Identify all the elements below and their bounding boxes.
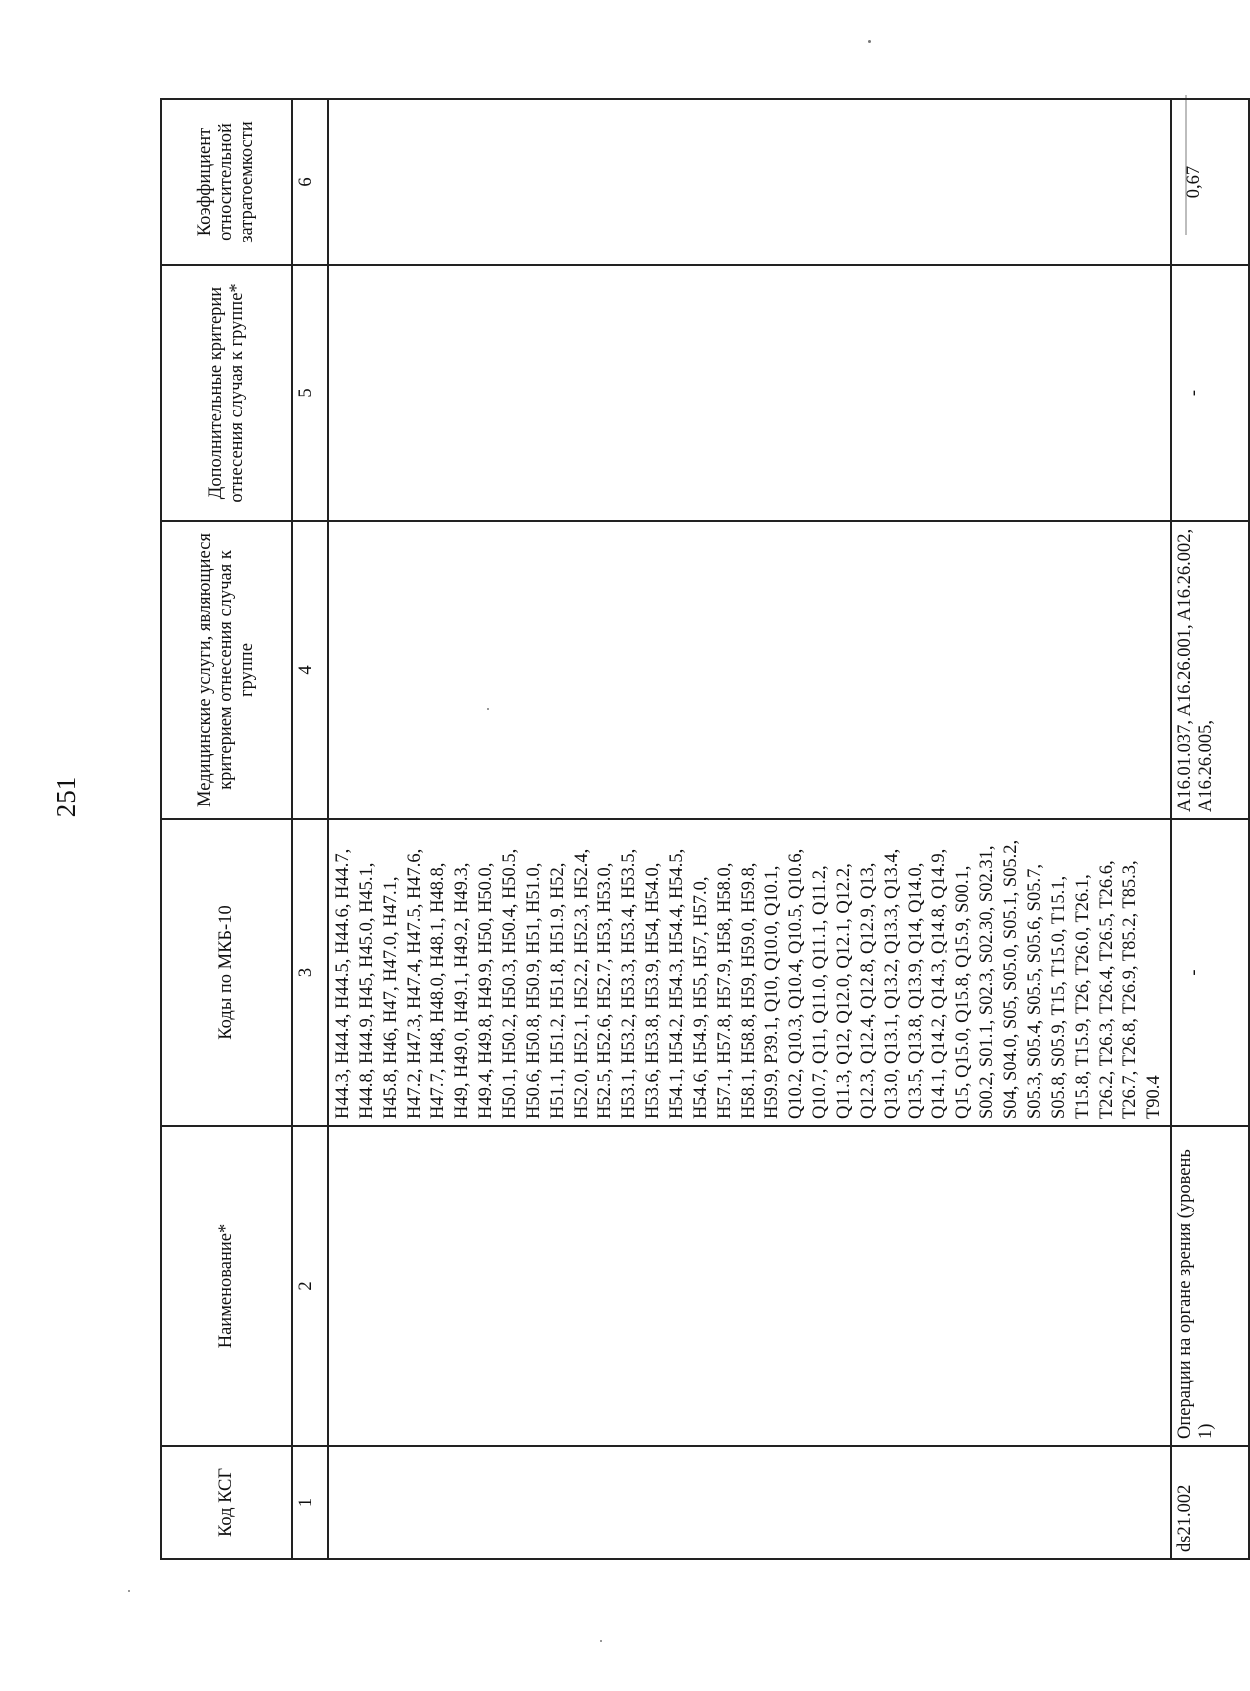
table-rotator <box>160 100 1217 1560</box>
header-services: Медицинские услуги, являющиеся критерием отнесения случая к группе <box>161 521 292 819</box>
column-number: 3 <box>292 819 328 1126</box>
cont-coefficient-cell <box>328 99 1171 265</box>
cont-mkb-codes-cell: H44.3, H44.4, H44.5, H44.6, H44.7, H44.8, H44.9, H45, H45.0, H45.1, H45.8, H46, H47, H47.0, H47.1, H47.2, H47.3, H47.4, H47.5, H47.6, H47.7, H48, H48.0, H48.1, H48.8, H49, H49.0, H49.1, H49.2, H49.3, H49.4, H49.8, H49.9, H50, H50.0, H50.1, H50.2, H50.3, H50.4, H50.5, H50.6, H50.8, H50.9, H51, H51.0, H51.1, H51.2, H51.8, H51.9, H52, H52.0, H52.1, H52.2, H52.3, H52.4, H52.5, H52.6, H52.7, H53, H53.0, H53.1, H53.2, H53.3, H53.4, H53.5, H53.6, H53.8, H53.9, H54, H54.0, H54.1, H54.2, H54.3, H54.4, H54.5, H54.6, H54.9, H55, H57, H57.0, H57.1, H57.8, H57.9, H58, H58.0, H58.1, H58.8, H59, H59.0, H59.8, H59.9, P39.1, Q10, Q10.0, Q10.1, Q10.2, Q10.3, Q10.4, Q10.5, Q10.6, Q10.7, Q11, Q11.0, Q11.1, Q11.2, Q11.3, Q12, Q12.0, Q12.1, Q12.2, Q12.3, Q12.4, Q12.8, Q12.9, Q13, Q13.0, Q13.1, Q13.2, Q13.3, Q13.4, Q13.5, Q13.8, Q13.9, Q14, Q14.0, Q14.1, Q14.2, Q14.3, Q14.8, Q14.9, Q15, Q15.0, Q15.8, Q15.9, S00.1, S00.2, S01.1, S02.3, S02.30, S02.31, S04, S04.0, S05, S05.0, S05.1, S05.2, S05.3, S05.4, S05.5, S05.6, S05.7, S05.8, S05.9, T15, T15.0, T15.1, T15.8, T15.9, T26, T26.0, T26.1, T26.2, T26.3, T26.4, T26.5, T26.6, T26.7, T26.8, T26.9, T85.2, T85.3, T90.4 <box>328 819 1171 1126</box>
table-row <box>1171 99 1249 1559</box>
services-cell: A16.01.037, A16.26.001, A16.26.002, A16.26.005, <box>1171 521 1249 819</box>
ksg-table <box>160 98 1250 1560</box>
scan-speck <box>600 1640 602 1642</box>
additional-criteria-cell: - <box>1171 265 1249 521</box>
header-row <box>161 99 292 1559</box>
column-number: 5 <box>292 265 328 521</box>
header-ksg-code: Код КСГ <box>161 1446 292 1559</box>
header-coefficient: Коэффициент относительной затратоемкости <box>161 99 292 265</box>
column-number: 6 <box>292 99 328 265</box>
column-number-row <box>292 99 328 1559</box>
cont-services-cell <box>328 521 1171 819</box>
cont-ksg-code-cell <box>328 1446 1171 1559</box>
column-number: 4 <box>292 521 328 819</box>
coefficient-cell: 0,67 <box>1171 99 1249 265</box>
header-name: Наименование* <box>161 1126 292 1446</box>
ksg-code-cell: ds21.002 <box>1171 1446 1249 1559</box>
scan-speck <box>128 1590 130 1592</box>
header-mkb-codes: Коды по МКБ-10 <box>161 819 292 1126</box>
rotated-table-area <box>160 100 1217 1560</box>
column-number: 2 <box>292 1126 328 1446</box>
column-number: 1 <box>292 1446 328 1559</box>
cont-additional-criteria-cell <box>328 265 1171 521</box>
cont-name-cell <box>328 1126 1171 1446</box>
page-number: 251 <box>51 776 81 818</box>
mkb-codes-cell: - <box>1171 819 1249 1126</box>
continuation-row <box>328 99 1171 1559</box>
header-additional-criteria: Дополнительные критерии отнесения случая к группе* <box>161 265 292 521</box>
ksg-name-cell: Операции на органе зрения (уровень 1) <box>1171 1126 1249 1446</box>
scan-speck <box>868 40 871 43</box>
